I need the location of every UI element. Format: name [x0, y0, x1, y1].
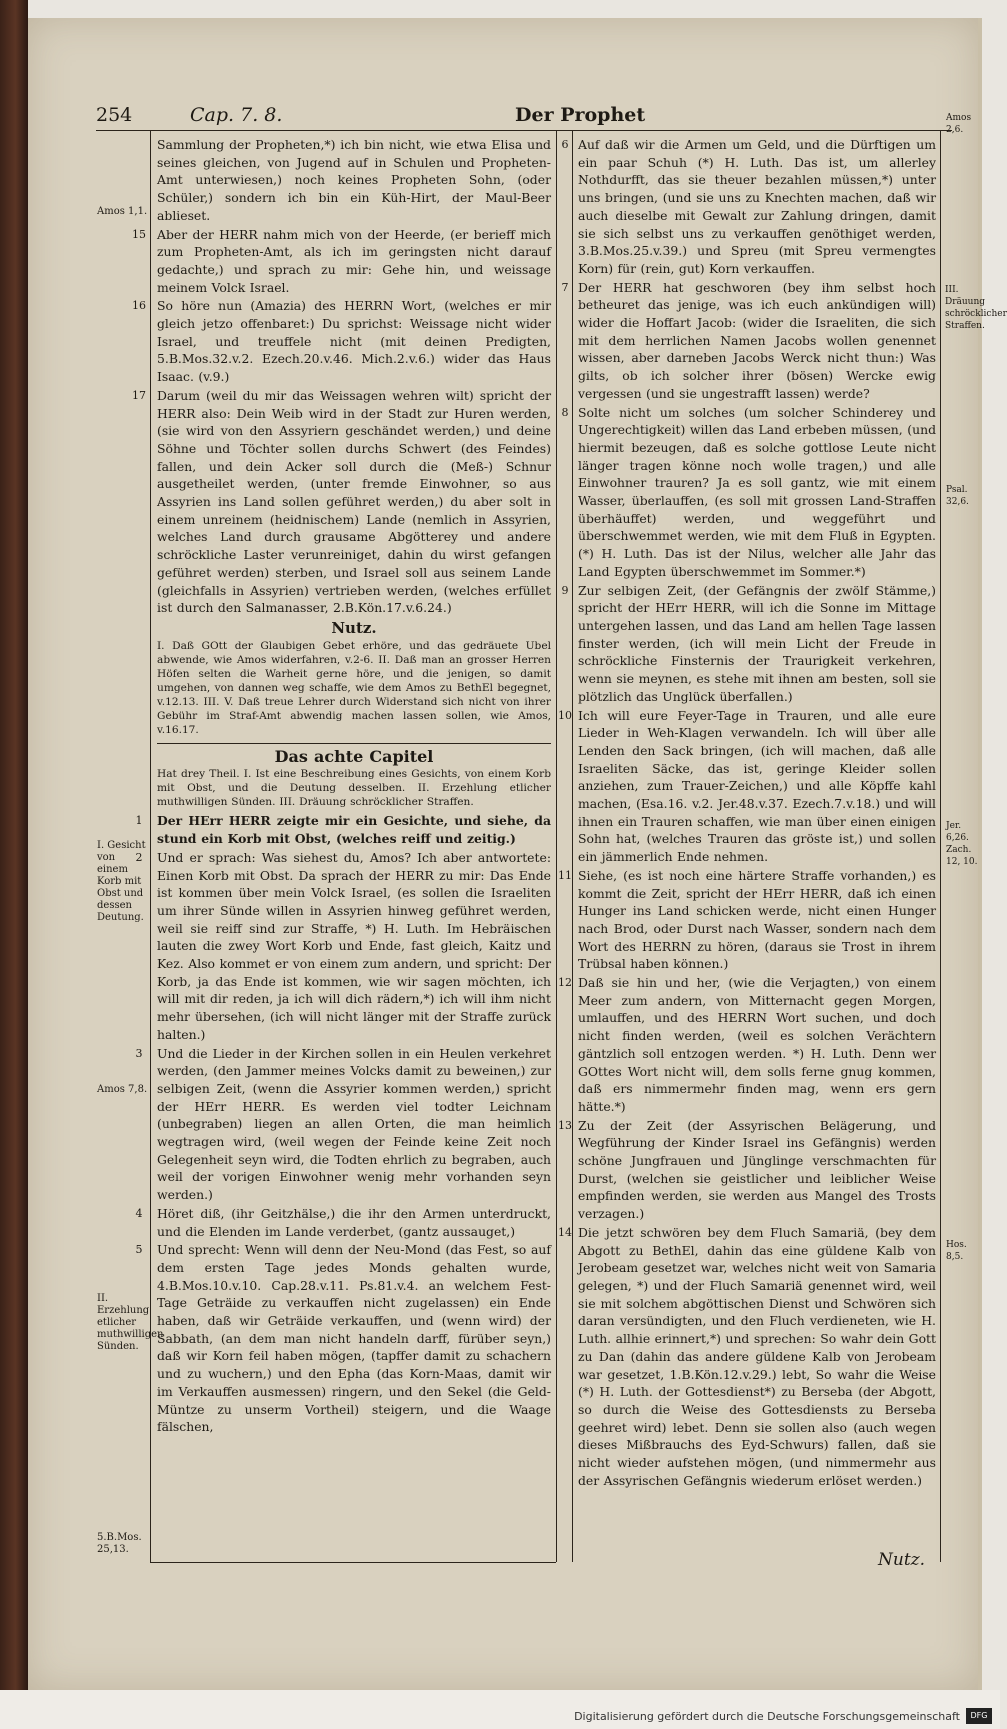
verse-11: [558, 867, 936, 973]
bottom-rule: [150, 1562, 556, 1563]
verse-number: 2: [135, 850, 143, 864]
right-column: [558, 136, 936, 1489]
header-rule: [96, 130, 952, 131]
verse-text: Daß sie hin und her, (wie die Verjagten,) von einem Meer zum andern, von Mitternacht gegen Morgen, umlauffen, und des HERRN Wort suchen, und doch nicht finden werden, (weil es solchen Verächtern gäntzlich soll entzogen werden. *) H. Luth. Denn wer GOttes Wort nicht will, dem solls ferne gnug kommen, daß ers nimmermehr finden mag, wenn ers gern hätte.*): [578, 975, 936, 1114]
verse-text: Aber der HERR nahm mich von der Heerde, (er berieff mich zum Propheten-Amt, als ich im geringsten nicht darauf gedachte,) und sprach zu mir: Gehe hin, und weissage meinem Volck Israel.: [157, 226, 551, 295]
verse-17: [132, 387, 551, 617]
verse-16: [132, 297, 551, 386]
column-rule: [572, 131, 573, 1562]
margin-note: I. Gesicht von einem Korb mit Obst und dessen Deutung.: [97, 840, 146, 923]
verse-number: 10: [558, 708, 572, 722]
verse-number: 5: [135, 1243, 143, 1257]
verse-text: Auf daß wir die Armen um Geld, und die Dürftigen um ein paar Schuh (*) H. Luth. Das ist, um allerley Nothdurfft, das sie theuer bezahlen müssen,*) unter uns bringen, (und sie uns zu Knechten machen, daß wir auch dieselbe mit Gewalt zur Zahlung dringen, damit sie sich selbst uns zu verkauffen genöthiget werden, 3.B.Mos.25.v.39.) und Spreu (mit Spreu vermengtes Korn) für (rein, gut) Korn verkauffen.: [578, 137, 936, 276]
verse-text: Sammlung der Propheten,*) ich bin nicht, wie etwa Elisa und seines gleichen, von Jugend auf in Schulen und Propheten-Amt unterwiesen,) noch keines Propheten Sohn, (oder Schüler,) sondern ich bin ein Küh-Hirt, der Maul-Beer ablieset.: [157, 137, 551, 223]
verse-number: 1: [135, 814, 143, 828]
chapter-reference: Cap. 7. 8.: [190, 104, 283, 126]
verse-5: [135, 1241, 551, 1436]
nutz-text: I. Daß GOtt der Glaubigen Gebet erhöre, und das gedräuete Ubel abwende, wie Amos widerfahren, v.2-6. II. Daß man an grosser Herren Höfen selten die Warheit gerne höre, und die jenigen, so damit umgehen, von dannen weg schaffe, wie dem Amos zu BethEl begegnet, v.12.13. III. V. Daß treue Lehrer durch Widerstand sich nicht von ihrer Gebühr im Straf-Amt abwendig machen lassen sollen, wie Amos, v.16.17.: [157, 639, 551, 736]
verse-number: 4: [135, 1206, 143, 1220]
margin-note: Amos 2,6.: [946, 113, 972, 135]
verse-9: [561, 582, 936, 706]
book-cover: [0, 0, 28, 1729]
verse-13: [558, 1117, 936, 1223]
verse-number: 12: [558, 976, 572, 990]
verse-text: Der HERR hat geschworen (bey ihm selbst hoch betheuret das jenige, was ich euch ankündigen will) wider die Hoffart Jacob: (wider die Israeliten, die sich mit dem herrlichen Namen Jacobs wollen genennet wissen, aber darneben Jacobs Werck nicht thun:) Was gilts, ob ich solcher ihrer (bösen) Wercke ewig vergessen (und sie ungestrafft lassen) werde?: [578, 279, 936, 401]
verse-4: [135, 1205, 551, 1240]
verse-number: 15: [132, 227, 146, 241]
column-rule: [940, 131, 941, 1562]
catchword: Nutz.: [878, 1550, 926, 1570]
verse-text: So höre nun (Amazia) des HERRN Wort, (welches er mir gleich jetzo offenbaret:) Du sprichst: Weissage nicht wider Israel, und treuffele nicht (mit deinen Predigten, 5.B.Mos.32.v.2. Ezech.20.v.46. Mich.2.v.6.) wider das Haus Isaac. (v.9.): [157, 298, 551, 385]
nutz-heading: Nutz.: [331, 618, 377, 637]
verse-text: Darum (weil du mir das Weissagen wehren wilt) spricht der HERR also: Dein Weib wird in der Stadt zur Huren werden, (sie wird von den Assyriern geschändet werden,) und deine Söhne und Töchter sollen durchs Schwert (des Feindes) fallen, und dein Acker soll durch die (Meß-) Schnur ausgetheilet werden, (unter fremde Einwohner, so aus Assyrien ins Land sollen geführet werden,) du aber solt in einem unreinem (heidnischem) Lande (nemlich in Assyrien, welches Land durch grausame Abgötterey und andere schröckliche Laster verunreiniget, dahin du wirst gefangen geführet werden) sterben, und Israel soll aus seinem Lande (gleichfalls in Assyrien) vertrieben werden, (welches erfüllet ist durch den Salmanasser, 2.B.Kön.17.v.6.24.): [157, 387, 551, 616]
verse-number: 17: [132, 388, 146, 402]
verse-12: [558, 974, 936, 1116]
running-title: Der Prophet: [515, 104, 646, 126]
verse-number: 11: [558, 868, 572, 882]
verse-number: 9: [561, 583, 569, 597]
verse-text: Solte nicht um solches (um solcher Schinderey und Ungerechtigkeit) willen das Land erbeben müssen, (und hiermit bezeugen, daß es solche gottlose Leute nicht länger tragen könne noch wolle tragen,) und alle Einwohner trauren? Ja es soll gantz, wie mit einem Wasser, überlauffen, (es soll mit grossen Land-Straffen überhäuffet) werden, und weggeführt und überschwemmet werden, wie mit dem Fluß in Egypten. (*) H. Luth. Das ist der Nilus, welcher alle Jahr das Land Egypten überschwemmet im Sommer.*): [578, 404, 936, 579]
verse-8: [561, 404, 936, 581]
verse-1: [135, 812, 551, 847]
verse-text: Zur selbigen Zeit, (der Gefängnis der zwölf Stämme,) spricht der HErr HERR, will ich die Sonne im Mittage untergehen lassen, und das Land am hellen Tage lassen finster werden, (ich will mein Licht der Freude in schröckliche Finsternis der Traurigkeit verkehren, wenn sie meynen, es stehe mit ihnen am besten, soll sie plötzlich das Unglück überfallen.): [578, 582, 936, 704]
verse-text: Und sprecht: Wenn will denn der Neu-Mond (das Fest, so auf dem ersten Tage jedes Monds gehalten wurde, 4.B.Mos.10.v.10. Cap.28.v.11. Ps.81.v.4. an welchem Fest-Tage Geträide zu verkauffen nicht zugelassen) ein Ende haben, daß wir Geträide verkauffen, und (wenn wird) der Sabbath, (an dem man nicht handeln darff, fürüber seyn,) daß wir Korn feil haben mögen, (tapffer damit zu schachern und zu wuchern,) und den Epha (das Korn-Maas, damit wir im Verkauffen ausmessen) ringern, und den Sekel (die Geld-Müntze zu unserm Vortheil) steigern, und die Waage fälschen,: [157, 1242, 551, 1435]
dfg-logo: DFG: [966, 1708, 992, 1724]
verse-text: Die jetzt schwören bey dem Fluch Samariä, (bey dem Abgott zu BethEl, dahin das eine güldene Kalb von Jerobeam gesetzet war, welches nicht weit von Samaria gelegen, *) und der Fluch Samariä genennet wird, weil sie mit solchem abgöttischen Dienst und Schwören sich daran versündigten, und den Fluch verdieneten, wie H. Luth. allhie erinnert,*) und sprechen: So wahr dein Gott zu Dan (dahin das andere güldene Kalb von Jerobeam war gesetzet, 1.B.Kön.12.v.29.) lebt, So wahr die Weise (*) H. Luth. der Gottesdienst*) zu Berseba (der Abgott, so durch die Weise des Gottesdiensts zu Berseba geehret wird) lebet. Denn sie sollen also (auch wegen dieses Mißbrauchs des Eyd-Schwurs) fallen, daß sie nicht wieder aufstehen mögen, (und nimmermehr aus der Assyrischen Gefängnis wiederum erlöset werden.): [578, 1224, 936, 1488]
verse-7: [561, 279, 936, 403]
margin-note: Amos 1,1.: [97, 206, 148, 217]
margin-note: Psal. 32,6.: [946, 485, 969, 507]
chapter-summary: Hat drey Theil. I. Ist eine Beschreibung eines Gesichts, von einem Korb mit Obst, und die Deutung desselben. II. Erzehlung etlicher muthwilligen Sünden. III. Dräuung schröcklicher Straffen.: [157, 768, 551, 809]
verse-number: 16: [132, 299, 146, 313]
verse-3: [135, 1045, 551, 1204]
page-number: 254: [96, 104, 133, 126]
verse-number: 13: [558, 1118, 572, 1132]
verse-number: 6: [561, 138, 569, 151]
verse-number: 3: [135, 1046, 143, 1060]
verse-text: Zu der Zeit (der Assyrischen Belägerung, und Wegführung der Kinder Israel ins Gefängnis) werden schöne Jungfrauen und Jünglinge verschmachten für Durst, (welchen sie geistlicher und leiblicher Weise empfinden werden, sie werden aus Mangel des Trosts verzagen.): [578, 1117, 936, 1222]
left-column: [132, 136, 551, 1436]
margin-note: Hos. 8,5.: [946, 1240, 967, 1262]
column-rule: [556, 131, 557, 1562]
margin-note: II. Erzehlung etlicher muthwilligen Sünden.: [97, 1293, 164, 1352]
verse-number: 14: [558, 1225, 572, 1239]
verse-text: Siehe, (es ist noch eine härtere Straffe vorhanden,) es kommt die Zeit, spricht der HErr HERR, daß ich einen Hunger ins Land schicken werde, nicht einen Hunger nach Brod, oder Durst nach Wasser, sondern nach dem Wort des HERRN zu hören, (daraus sie Trost in ihrem Trübsal haben können.): [578, 867, 936, 972]
digitization-credit: Digitalisierung gefördert durch die Deutsche Forschungsgemeinschaft: [574, 1710, 960, 1723]
verse-10: [558, 707, 936, 866]
verse-text: Und er sprach: Was siehest du, Amos? Ich aber antwortete: Einen Korb mit Obst. Da sprach der HERR zu mir: Das Ende ist kommen über mein Volck Israel, (es sollen die Israeliten um ihrer Sünde willen in Assyrien hinweg geführet werden, weil sie reiff sind zur Straffe, *) H. Luth. Im Hebräischen lauten die zwey Wort Korb und Ende, fast gleich, Kaitz und Kez. Also kommet er von einem zum andern, und spricht: Der Korb, ja das Ende ist kommen, wie wir sagen möchten, ich will mit dir reden, ja ich will dich rädern,*) ich will ihm nicht mehr übersehen, (ich will nicht länger mit der Straffe zurück halten.): [157, 849, 551, 1042]
margin-note: Jer. 6,26. Zach. 12, 10.: [946, 821, 978, 867]
verse-text: Der HErr HERR zeigte mir ein Gesichte, und siehe, da stund ein Korb mit Obst, (welches reiff und zeitig.): [157, 813, 551, 847]
chapter-heading: Das achte Capitel: [157, 743, 551, 766]
margin-note: Amos 7,8.: [97, 1084, 148, 1095]
verse-text: Ich will eure Feyer-Tage in Trauren, und alle eure Lieder in Weh-Klagen verwandeln. Ich will über alle Lenden den Sack bringen, (ich will machen, daß alle Israeliten Säcke, das ist, geringe Kleider sollen anziehen, zum Trauer-Zeichen,) und alle Köpffe kahl machen, (Esa.16. v.2. Jer.48.v.37. Ezech.7.v.18.) und will ihnen ein Trauren schaffen, wie man über einen einigen Sohn hat, (welches Trauren das gröste ist,) und sollen ein jämmerlich Ende nehmen.: [578, 707, 936, 865]
verse-number: 7: [561, 280, 569, 294]
verse-14: [558, 1224, 936, 1490]
margin-note: 5.B.Mos. 25,13.: [97, 1532, 142, 1555]
verse-6: [561, 136, 936, 278]
margin-note: III. Dräuung schröcklicher Straffen.: [945, 285, 1007, 331]
verse-number: 8: [561, 405, 569, 419]
verse-2: [135, 849, 551, 1044]
verse-text: Und die Lieder in der Kirchen sollen in ein Heulen verkehret werden, (den Jammer meines Volcks damit zu beweinen,) zur selbigen Zeit, (wenn die Assyrier kommen werden,) spricht der HErr HERR. Es werden viel todter Leichnam (unbegraben) liegen an allen Orten, die man heimlich wegtragen wird, (weil wegen der Feinde keine Zeit noch Gelegenheit seyn wird, die Todten ehrlich zu begraben, auch weil der vorigen Einwohner wenig mehr vorhanden seyn werden.): [157, 1045, 551, 1203]
verse-15: [132, 226, 551, 297]
column-rule: [150, 131, 151, 1562]
verse-text: Höret diß, (ihr Geitzhälse,) die ihr den Armen unterdruckt, und die Elenden im Lande verderbet, (gantz aussauget,): [157, 1205, 551, 1239]
